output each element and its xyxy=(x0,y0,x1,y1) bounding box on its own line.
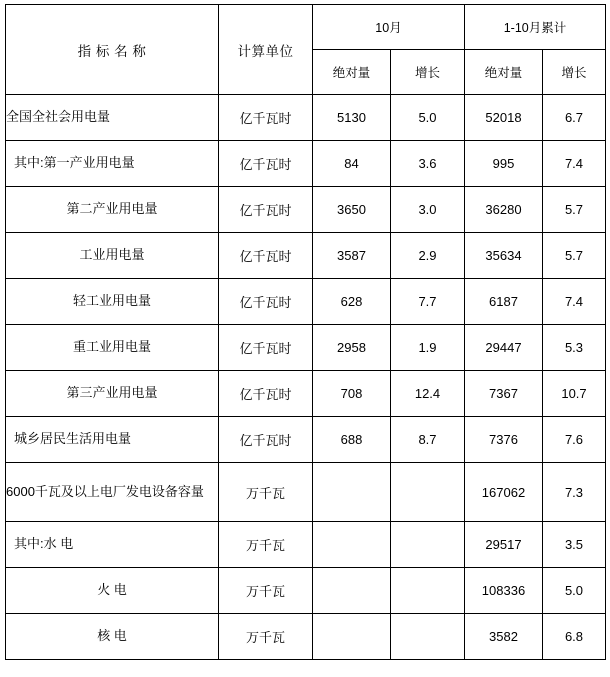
row-unit: 万千瓦 xyxy=(219,614,313,660)
row-abs-month xyxy=(313,568,391,614)
header-group-cumulative: 1-10月累计 xyxy=(465,5,606,50)
table-row xyxy=(6,233,606,279)
table-row xyxy=(6,141,606,187)
row-growth-month: 7.7 xyxy=(391,279,465,325)
row-abs-month: 2958 xyxy=(313,325,391,371)
table-row xyxy=(6,279,606,325)
header-abs-cumulative: 绝对量 xyxy=(465,50,543,95)
row-growth-cumulative: 7.4 xyxy=(543,279,606,325)
header-group-month: 10月 xyxy=(313,5,465,50)
row-indicator-name: 全国全社会用电量 xyxy=(6,95,219,141)
row-abs-cumulative: 29447 xyxy=(465,325,543,371)
row-abs-cumulative: 36280 xyxy=(465,187,543,233)
row-growth-cumulative: 5.7 xyxy=(543,233,606,279)
row-indicator-name: 火 电 xyxy=(6,568,219,614)
row-unit: 万千瓦 xyxy=(219,522,313,568)
header-indicator: 指 标 名 称 xyxy=(6,5,219,95)
row-growth-cumulative: 7.6 xyxy=(543,417,606,463)
row-abs-cumulative: 108336 xyxy=(465,568,543,614)
row-indicator-name: 核 电 xyxy=(6,614,219,660)
row-unit: 亿千瓦时 xyxy=(219,95,313,141)
row-abs-month: 688 xyxy=(313,417,391,463)
row-growth-cumulative: 5.3 xyxy=(543,325,606,371)
row-growth-cumulative: 5.7 xyxy=(543,187,606,233)
row-unit: 万千瓦 xyxy=(219,568,313,614)
row-abs-cumulative: 167062 xyxy=(465,463,543,522)
table-row xyxy=(6,417,606,463)
row-growth-month: 12.4 xyxy=(391,371,465,417)
row-indicator-name: 6000千瓦及以上电厂发电设备容量 xyxy=(6,463,219,522)
row-indicator-name: 其中:水 电 xyxy=(6,522,219,568)
row-growth-month xyxy=(391,568,465,614)
row-unit: 亿千瓦时 xyxy=(219,417,313,463)
row-unit: 万千瓦 xyxy=(219,463,313,522)
row-abs-cumulative: 7376 xyxy=(465,417,543,463)
row-growth-cumulative: 7.3 xyxy=(543,463,606,522)
row-abs-month xyxy=(313,522,391,568)
row-unit: 亿千瓦时 xyxy=(219,371,313,417)
row-unit: 亿千瓦时 xyxy=(219,233,313,279)
row-abs-cumulative: 29517 xyxy=(465,522,543,568)
table-header xyxy=(6,5,606,95)
row-indicator-name: 其中:第一产业用电量 xyxy=(6,141,219,187)
table-row xyxy=(6,522,606,568)
row-growth-month xyxy=(391,463,465,522)
row-growth-cumulative: 5.0 xyxy=(543,568,606,614)
row-growth-cumulative: 6.8 xyxy=(543,614,606,660)
row-abs-month: 628 xyxy=(313,279,391,325)
row-growth-cumulative: 7.4 xyxy=(543,141,606,187)
header-growth-cumulative: 增长 xyxy=(543,50,606,95)
table-row xyxy=(6,325,606,371)
table-body xyxy=(6,95,606,660)
row-growth-cumulative: 3.5 xyxy=(543,522,606,568)
row-abs-month: 5130 xyxy=(313,95,391,141)
row-abs-cumulative: 52018 xyxy=(465,95,543,141)
row-unit: 亿千瓦时 xyxy=(219,325,313,371)
row-abs-month xyxy=(313,463,391,522)
row-unit: 亿千瓦时 xyxy=(219,187,313,233)
row-abs-cumulative: 6187 xyxy=(465,279,543,325)
row-growth-month: 3.0 xyxy=(391,187,465,233)
row-growth-month: 5.0 xyxy=(391,95,465,141)
table-row xyxy=(6,568,606,614)
header-row-groups xyxy=(6,5,606,50)
row-abs-month: 708 xyxy=(313,371,391,417)
table-row xyxy=(6,187,606,233)
header-unit: 计算单位 xyxy=(219,5,313,95)
row-abs-month: 3650 xyxy=(313,187,391,233)
row-abs-month: 84 xyxy=(313,141,391,187)
row-growth-month xyxy=(391,522,465,568)
row-growth-cumulative: 6.7 xyxy=(543,95,606,141)
row-indicator-name: 重工业用电量 xyxy=(6,325,219,371)
row-abs-cumulative: 7367 xyxy=(465,371,543,417)
table-row xyxy=(6,463,606,522)
row-abs-cumulative: 35634 xyxy=(465,233,543,279)
row-unit: 亿千瓦时 xyxy=(219,141,313,187)
row-abs-cumulative: 3582 xyxy=(465,614,543,660)
row-growth-month: 1.9 xyxy=(391,325,465,371)
table-row xyxy=(6,95,606,141)
row-growth-cumulative: 10.7 xyxy=(543,371,606,417)
electricity-statistics-table xyxy=(5,4,606,660)
row-growth-month: 3.6 xyxy=(391,141,465,187)
row-growth-month: 2.9 xyxy=(391,233,465,279)
row-indicator-name: 轻工业用电量 xyxy=(6,279,219,325)
table-row xyxy=(6,371,606,417)
header-growth-month: 增长 xyxy=(391,50,465,95)
row-indicator-name: 工业用电量 xyxy=(6,233,219,279)
header-abs-month: 绝对量 xyxy=(313,50,391,95)
row-growth-month xyxy=(391,614,465,660)
row-indicator-name: 城乡居民生活用电量 xyxy=(6,417,219,463)
table-row xyxy=(6,614,606,660)
row-abs-cumulative: 995 xyxy=(465,141,543,187)
row-abs-month: 3587 xyxy=(313,233,391,279)
row-indicator-name: 第二产业用电量 xyxy=(6,187,219,233)
row-growth-month: 8.7 xyxy=(391,417,465,463)
row-indicator-name: 第三产业用电量 xyxy=(6,371,219,417)
row-unit: 亿千瓦时 xyxy=(219,279,313,325)
row-abs-month xyxy=(313,614,391,660)
